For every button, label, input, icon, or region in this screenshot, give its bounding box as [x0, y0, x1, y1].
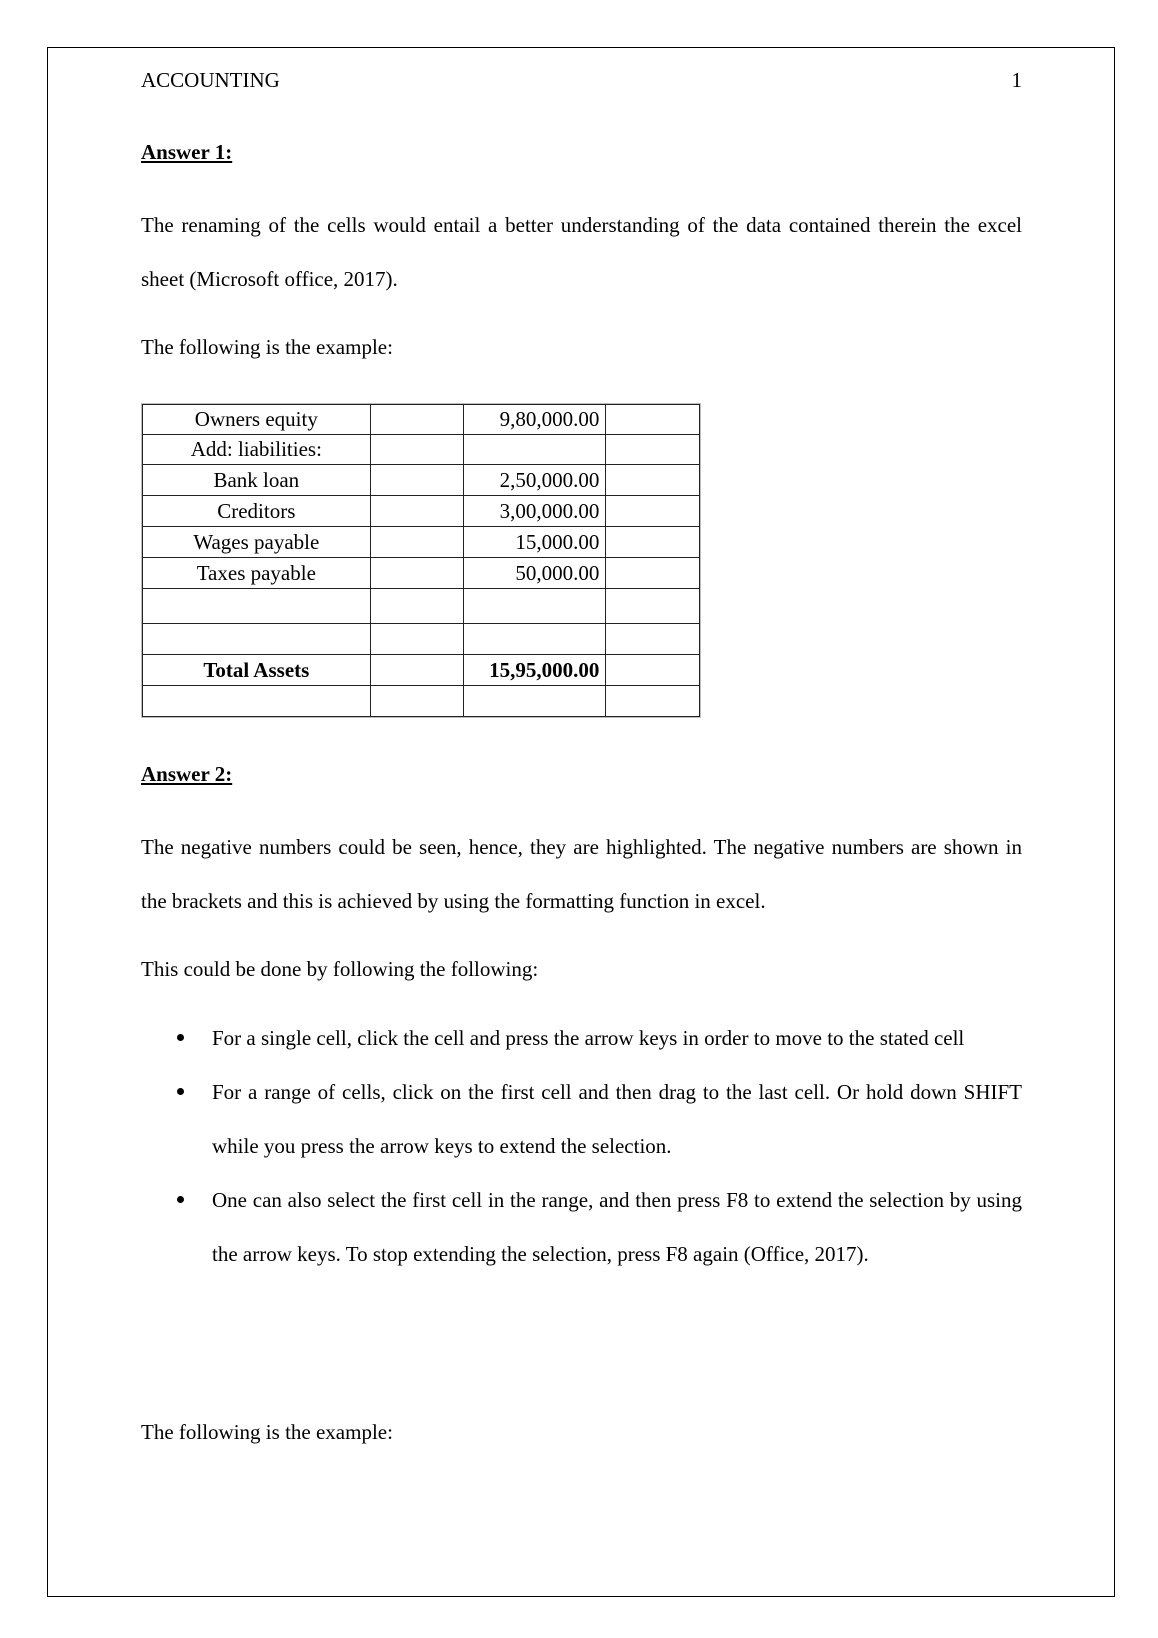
cell-label: Total Assets — [143, 655, 371, 686]
bullet-icon — [177, 1088, 184, 1095]
list-item — [141, 1173, 1022, 1281]
page-header — [141, 68, 1022, 98]
cell-label: Taxes payable — [143, 558, 371, 589]
cell-empty — [606, 655, 700, 686]
cell-empty — [370, 465, 464, 496]
answer2-paragraph: The negative numbers could be seen, hence, they are highlighted. The negative numbers are shown in the brackets and this is achieved by using the formatting function in excel. — [141, 835, 1022, 913]
cell-label: Creditors — [143, 496, 371, 527]
cell-value: 3,00,000.00 — [464, 496, 606, 527]
cell-value — [464, 624, 606, 655]
list-item-text: For a single cell, click the cell and press the arrow keys in order to move to the stated cell — [212, 1026, 965, 1050]
page-number: 1 — [1011, 68, 1022, 92]
answer2-heading: Answer 2: — [141, 762, 233, 786]
bullet-icon — [177, 1034, 184, 1041]
cell-label: Bank loan — [143, 465, 371, 496]
cell-empty — [370, 405, 464, 435]
cell-empty — [370, 686, 464, 717]
table-row — [143, 686, 700, 717]
table-row — [143, 527, 700, 558]
steps-list — [141, 1011, 1022, 1281]
cell-label — [143, 686, 371, 717]
cell-value — [464, 435, 606, 465]
table-row — [143, 589, 700, 624]
list-item-text: One can also select the first cell in the range, and then press F8 to extend the selection by using the arrow keys. To stop extending the selection, press F8 again (Office, 2017). — [212, 1188, 1022, 1266]
cell-empty — [370, 558, 464, 589]
cell-empty — [606, 558, 700, 589]
answer2-example-intro: The following is the example: — [141, 1420, 393, 1444]
answer1-paragraph: The renaming of the cells would entail a better understanding of the data contained therein the excel sheet (Microsoft office, 2017). — [141, 213, 1022, 291]
cell-value: 15,95,000.00 — [464, 655, 606, 686]
cell-empty — [606, 589, 700, 624]
cell-empty — [606, 496, 700, 527]
answer2-intro: This could be done by following the following: — [141, 957, 539, 981]
cell-value: 9,80,000.00 — [464, 405, 606, 435]
cell-empty — [606, 686, 700, 717]
table-row — [143, 405, 700, 435]
table-row — [143, 435, 700, 465]
cell-label: Wages payable — [143, 527, 371, 558]
list-item — [141, 1065, 1022, 1173]
cell-empty — [370, 624, 464, 655]
table-row — [143, 465, 700, 496]
cell-empty — [370, 435, 464, 465]
spreadsheet-image — [141, 403, 701, 718]
bullet-icon — [177, 1196, 184, 1203]
cell-label — [143, 589, 371, 624]
cell-label: Owners equity — [143, 405, 371, 435]
table-row — [143, 655, 700, 686]
answer1-heading: Answer 1: — [141, 140, 233, 164]
cell-empty — [370, 496, 464, 527]
answer1-example-intro: The following is the example: — [141, 335, 393, 359]
table-row — [143, 624, 700, 655]
cell-value: 15,000.00 — [464, 527, 606, 558]
list-item-text: For a range of cells, click on the first cell and then drag to the last cell. Or hold down SHIFT while you press the arrow keys to extend the selection. — [212, 1080, 1022, 1158]
cell-empty — [370, 589, 464, 624]
cell-value — [464, 589, 606, 624]
cell-empty — [370, 655, 464, 686]
spreadsheet-table — [142, 404, 700, 717]
cell-empty — [606, 465, 700, 496]
table-row — [143, 496, 700, 527]
cell-empty — [606, 624, 700, 655]
cell-empty — [606, 435, 700, 465]
cell-value — [464, 686, 606, 717]
cell-value: 50,000.00 — [464, 558, 606, 589]
table-row — [143, 558, 700, 589]
cell-empty — [606, 405, 700, 435]
running-head: ACCOUNTING — [141, 68, 280, 92]
cell-label — [143, 624, 371, 655]
cell-label: Add: liabilities: — [143, 435, 371, 465]
cell-empty — [370, 527, 464, 558]
cell-empty — [606, 527, 700, 558]
list-item — [141, 1011, 1022, 1065]
cell-value: 2,50,000.00 — [464, 465, 606, 496]
